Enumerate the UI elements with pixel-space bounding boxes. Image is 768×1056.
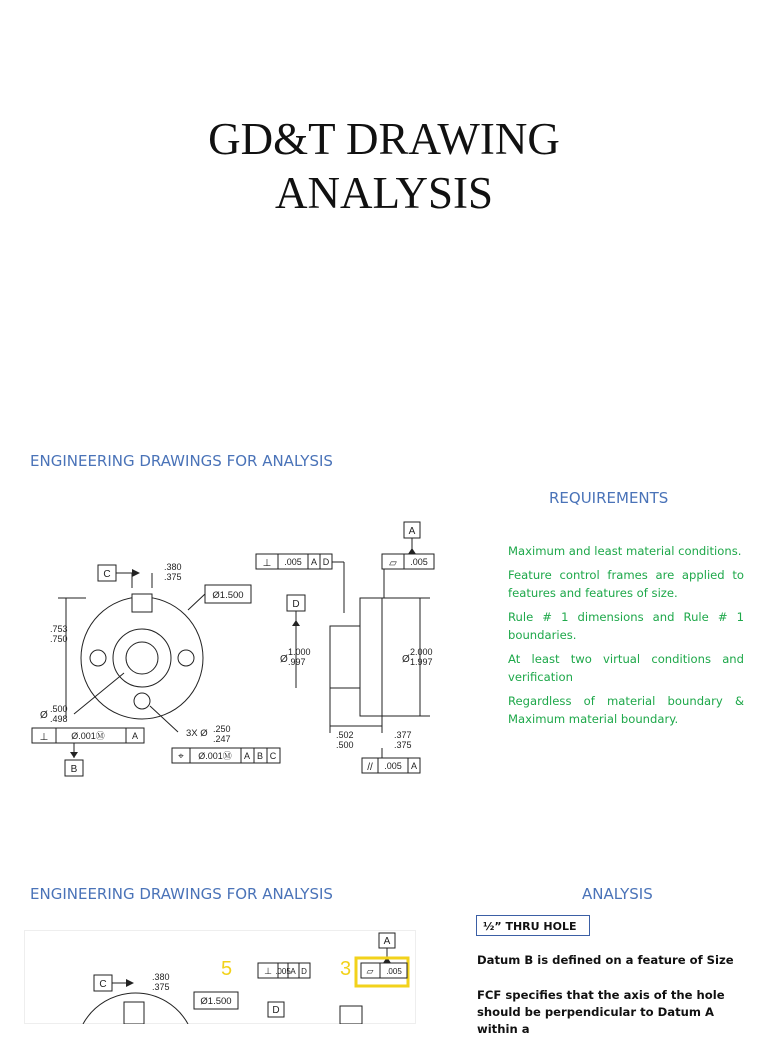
flange-body — [360, 598, 382, 716]
flange-thickness-upper: .377 — [394, 730, 412, 740]
fcf-perp-datum-a: A — [310, 557, 318, 567]
requirement-item: Rule # 1 dimensions and Rule # 1 boundaries. — [508, 610, 744, 642]
fcf-perp-tolerance-2: .005 — [275, 967, 291, 976]
analysis-paragraph-1: Datum B is defined on a feature of Size — [477, 953, 734, 967]
fcf-perp-datum-d-2: D — [301, 967, 307, 976]
datum-c-label: C — [103, 569, 111, 580]
fcf-par-tolerance: .005 — [384, 761, 402, 771]
flange-prefix: Ø — [402, 654, 410, 665]
engineering-drawing-2 — [28, 930, 418, 1024]
height-dim-upper: .753 — [50, 624, 68, 634]
section-heading-requirements: REQUIREMENTS — [549, 489, 669, 507]
hub-prefix: Ø — [280, 654, 288, 665]
fcf-par-datum: A — [410, 761, 418, 771]
fcf-pos-datum-b: B — [256, 751, 264, 761]
datum-d-label-2: D — [272, 1005, 280, 1016]
title-line-1: GD&T DRAWING — [208, 114, 560, 164]
flange-thickness-lower: .375 — [394, 740, 412, 750]
thru-hole-label: ½” THRU HOLE — [476, 915, 590, 936]
slot-dim-lower: .375 — [164, 572, 182, 582]
datum-d-label: D — [292, 599, 300, 610]
hub-body — [330, 626, 360, 688]
fcf-pos-datum-c: C — [269, 751, 277, 761]
hub-length-upper: .502 — [336, 730, 354, 740]
flange-dim-lower: 1.997 — [410, 657, 433, 667]
section-heading-drawings-2: ENGINEERING DRAWINGS FOR ANALYSIS — [30, 885, 333, 903]
fcf-perp-datum-d: D — [322, 557, 330, 567]
hub-length-lower: .500 — [336, 740, 354, 750]
holes-dim-lower: .247 — [213, 734, 231, 744]
hub-dim-lower: .997 — [288, 657, 306, 667]
fcf-flat-tolerance: .005 — [410, 557, 428, 567]
od-label: Ø1.500 — [212, 590, 244, 601]
analysis-paragraph-2: FCF specifies that the axis of the hole should be perpendicular to Datum A within a — [477, 988, 725, 1036]
fcf-pos-datum-a: A — [243, 751, 251, 761]
svg-text:⌖: ⌖ — [178, 751, 184, 762]
svg-text:▱: ▱ — [366, 966, 374, 976]
flange-outer-circle — [81, 597, 203, 719]
slot-dim-lower-2: .375 — [152, 982, 170, 992]
page-title — [0, 112, 768, 220]
svg-text://: // — [367, 762, 373, 773]
datum-a-label-2: A — [383, 936, 391, 947]
svg-text:⊥: ⊥ — [39, 732, 49, 743]
bore-prefix: Ø — [40, 710, 48, 721]
fcf-bore-tolerance: Ø.001Ⓜ — [71, 731, 105, 741]
svg-text:▱: ▱ — [389, 558, 397, 569]
requirement-item: Maximum and least material conditions. — [508, 544, 742, 558]
svg-text:⊥: ⊥ — [262, 558, 272, 569]
fcf-pos-tolerance: Ø.001Ⓜ — [198, 751, 232, 761]
requirement-item: At least two virtual conditions and verification — [508, 652, 744, 684]
section-heading-drawings: ENGINEERING DRAWINGS FOR ANALYSIS — [30, 452, 333, 470]
svg-text:⊥: ⊥ — [264, 966, 272, 976]
slot-dim-upper-2: .380 — [152, 972, 170, 982]
fcf-perp-datum-a-2: A — [290, 967, 296, 976]
slot-dim-upper: .380 — [164, 562, 182, 572]
marker-5: 5 — [221, 958, 233, 980]
requirement-item: Feature control frames are applied to features and features of size. — [508, 568, 744, 600]
section-heading-analysis: ANALYSIS — [582, 885, 653, 903]
flange-dim-upper: 2.000 — [410, 647, 433, 657]
requirements-list — [508, 542, 744, 734]
requirement-item: Regardless of material boundary & Maximum material boundary. — [508, 694, 744, 726]
analysis-text — [477, 952, 749, 1056]
engineering-drawing — [28, 518, 448, 780]
datum-b-label: B — [70, 764, 78, 775]
holes-dim-upper: .250 — [213, 724, 231, 734]
holes-prefix: 3X Ø — [186, 728, 208, 739]
fcf-perp-tolerance: .005 — [284, 557, 302, 567]
od-label-2: Ø1.500 — [200, 996, 232, 1007]
fcf-flat-tolerance-2: .005 — [386, 967, 402, 976]
datum-a-label: A — [408, 526, 416, 537]
title-line-2: ANALYSIS — [274, 168, 493, 218]
bore-dim-upper: .500 — [50, 704, 68, 714]
fcf-bore-datum: A — [131, 731, 139, 741]
datum-c-label-2: C — [99, 979, 107, 990]
hub-dim-upper: 1.000 — [288, 647, 311, 657]
marker-3: 3 — [340, 958, 352, 980]
height-dim-lower: .750 — [50, 634, 68, 644]
bore-dim-lower: .498 — [50, 714, 68, 724]
